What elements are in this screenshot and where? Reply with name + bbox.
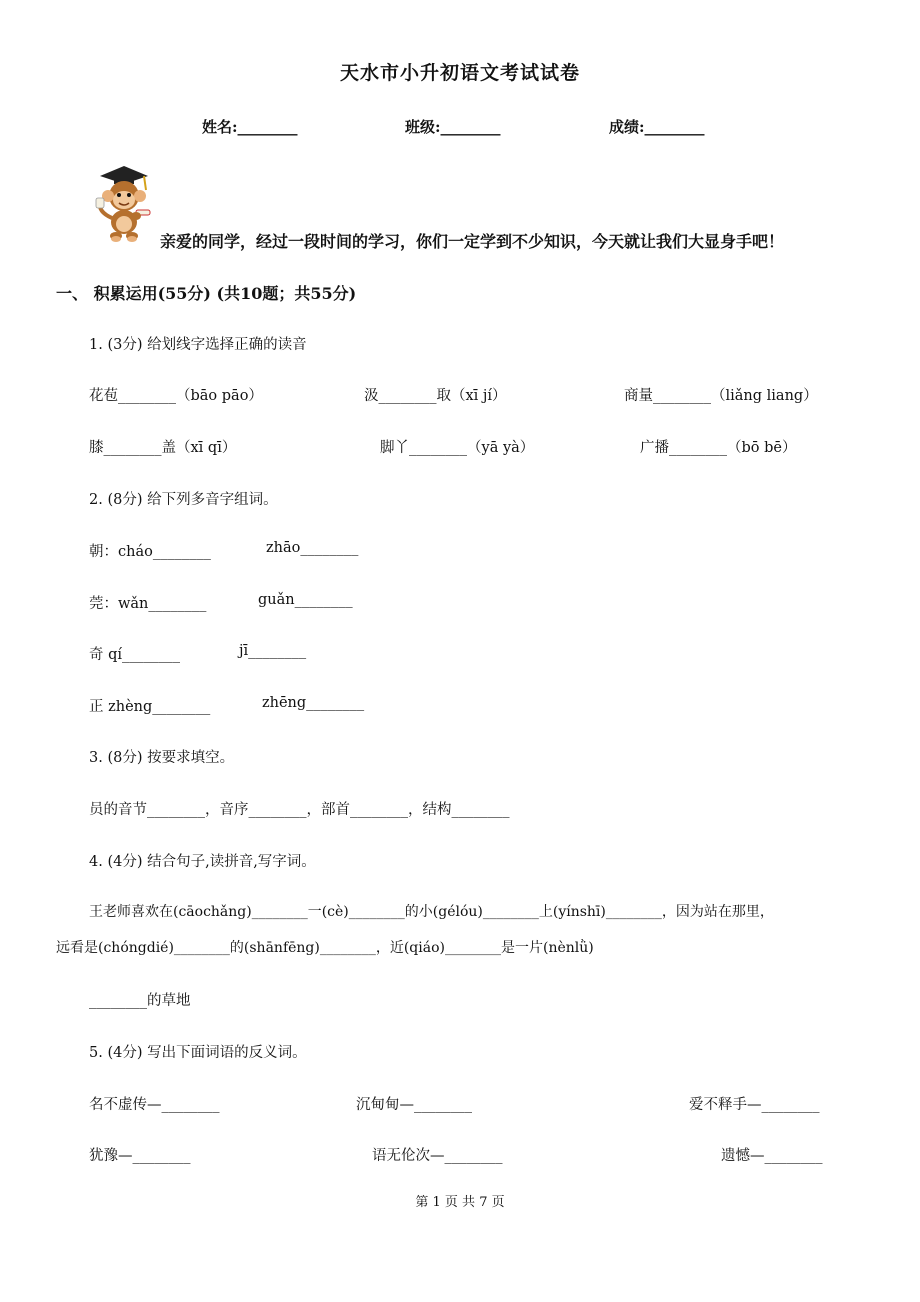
q2-item: 正 zhèng________ xyxy=(89,699,211,715)
question-4-stem: 4. (4分) 结合句子,读拼音,写字词。 xyxy=(89,854,316,870)
q1-item: 商量________（liǎng liang） xyxy=(624,388,818,404)
q2-item: 奇 qí________ xyxy=(89,647,181,663)
q5-item: 语无伦次—________ xyxy=(372,1148,503,1164)
q1-item: 汲________取（xī jí） xyxy=(364,388,507,404)
class-field: 班级:________ xyxy=(405,118,501,136)
q2-item: jī________ xyxy=(239,643,307,659)
q1-item: 广播________（bō bē） xyxy=(640,440,797,456)
monkey-graduate-mascot-icon xyxy=(86,162,158,248)
q2-item: zhēng________ xyxy=(262,695,365,711)
q5-item: 名不虚传—________ xyxy=(89,1097,220,1113)
page-footer: 第 1 页 共 7 页 xyxy=(415,1195,505,1210)
q1-item: 脚丫________（yā yà） xyxy=(380,440,535,456)
q5-item: 爱不释手—________ xyxy=(689,1097,820,1113)
question-2-stem: 2. (8分) 给下列多音字组词。 xyxy=(89,492,278,508)
q2-item: 朝：cháo________ xyxy=(89,544,211,560)
q5-item: 犹豫—________ xyxy=(89,1148,191,1164)
q2-item: guǎn________ xyxy=(258,592,353,608)
page-title: 天水市小升初语文考试试卷 xyxy=(339,62,580,84)
q3-line: 员的音节________，音序________，部首________，结构________ xyxy=(89,802,510,818)
q1-item: 花苞________（bāo pāo） xyxy=(89,388,263,404)
q5-item: 沉甸甸—________ xyxy=(356,1097,472,1113)
greeting-text: 亲爱的同学，经过一段时间的学习，你们一定学到不少知识，今天就让我们大显身手吧！ xyxy=(160,232,785,251)
section-heading: 一、 积累运用(55分) (共10题；共55分) xyxy=(56,284,357,303)
q4-line-1: 王老师喜欢在(cāochǎng)________一(cè)________的小(gélóu)________上(yínshī)________，因为站在那里， xyxy=(89,904,774,920)
question-3-stem: 3. (8分) 按要求填空。 xyxy=(89,750,235,766)
q4-line-2: 远看是(chóngdié)________的(shānfēng)________，近(qiáo)________是一片(nènlǜ) xyxy=(56,940,594,956)
q4-line-3: ________的草地 xyxy=(89,993,191,1009)
q1-item: 膝________盖（xī qī） xyxy=(89,440,237,456)
q2-item: 莞：wǎn________ xyxy=(89,596,207,612)
q5-item: 遗憾—________ xyxy=(721,1148,823,1164)
q2-item: zhāo________ xyxy=(266,540,359,556)
name-field: 姓名:________ xyxy=(202,118,298,136)
score-field: 成绩:________ xyxy=(609,118,705,136)
question-1-stem: 1. (3分) 给划线字选择正确的读音 xyxy=(89,337,307,353)
question-5-stem: 5. (4分) 写出下面词语的反义词。 xyxy=(89,1045,307,1061)
